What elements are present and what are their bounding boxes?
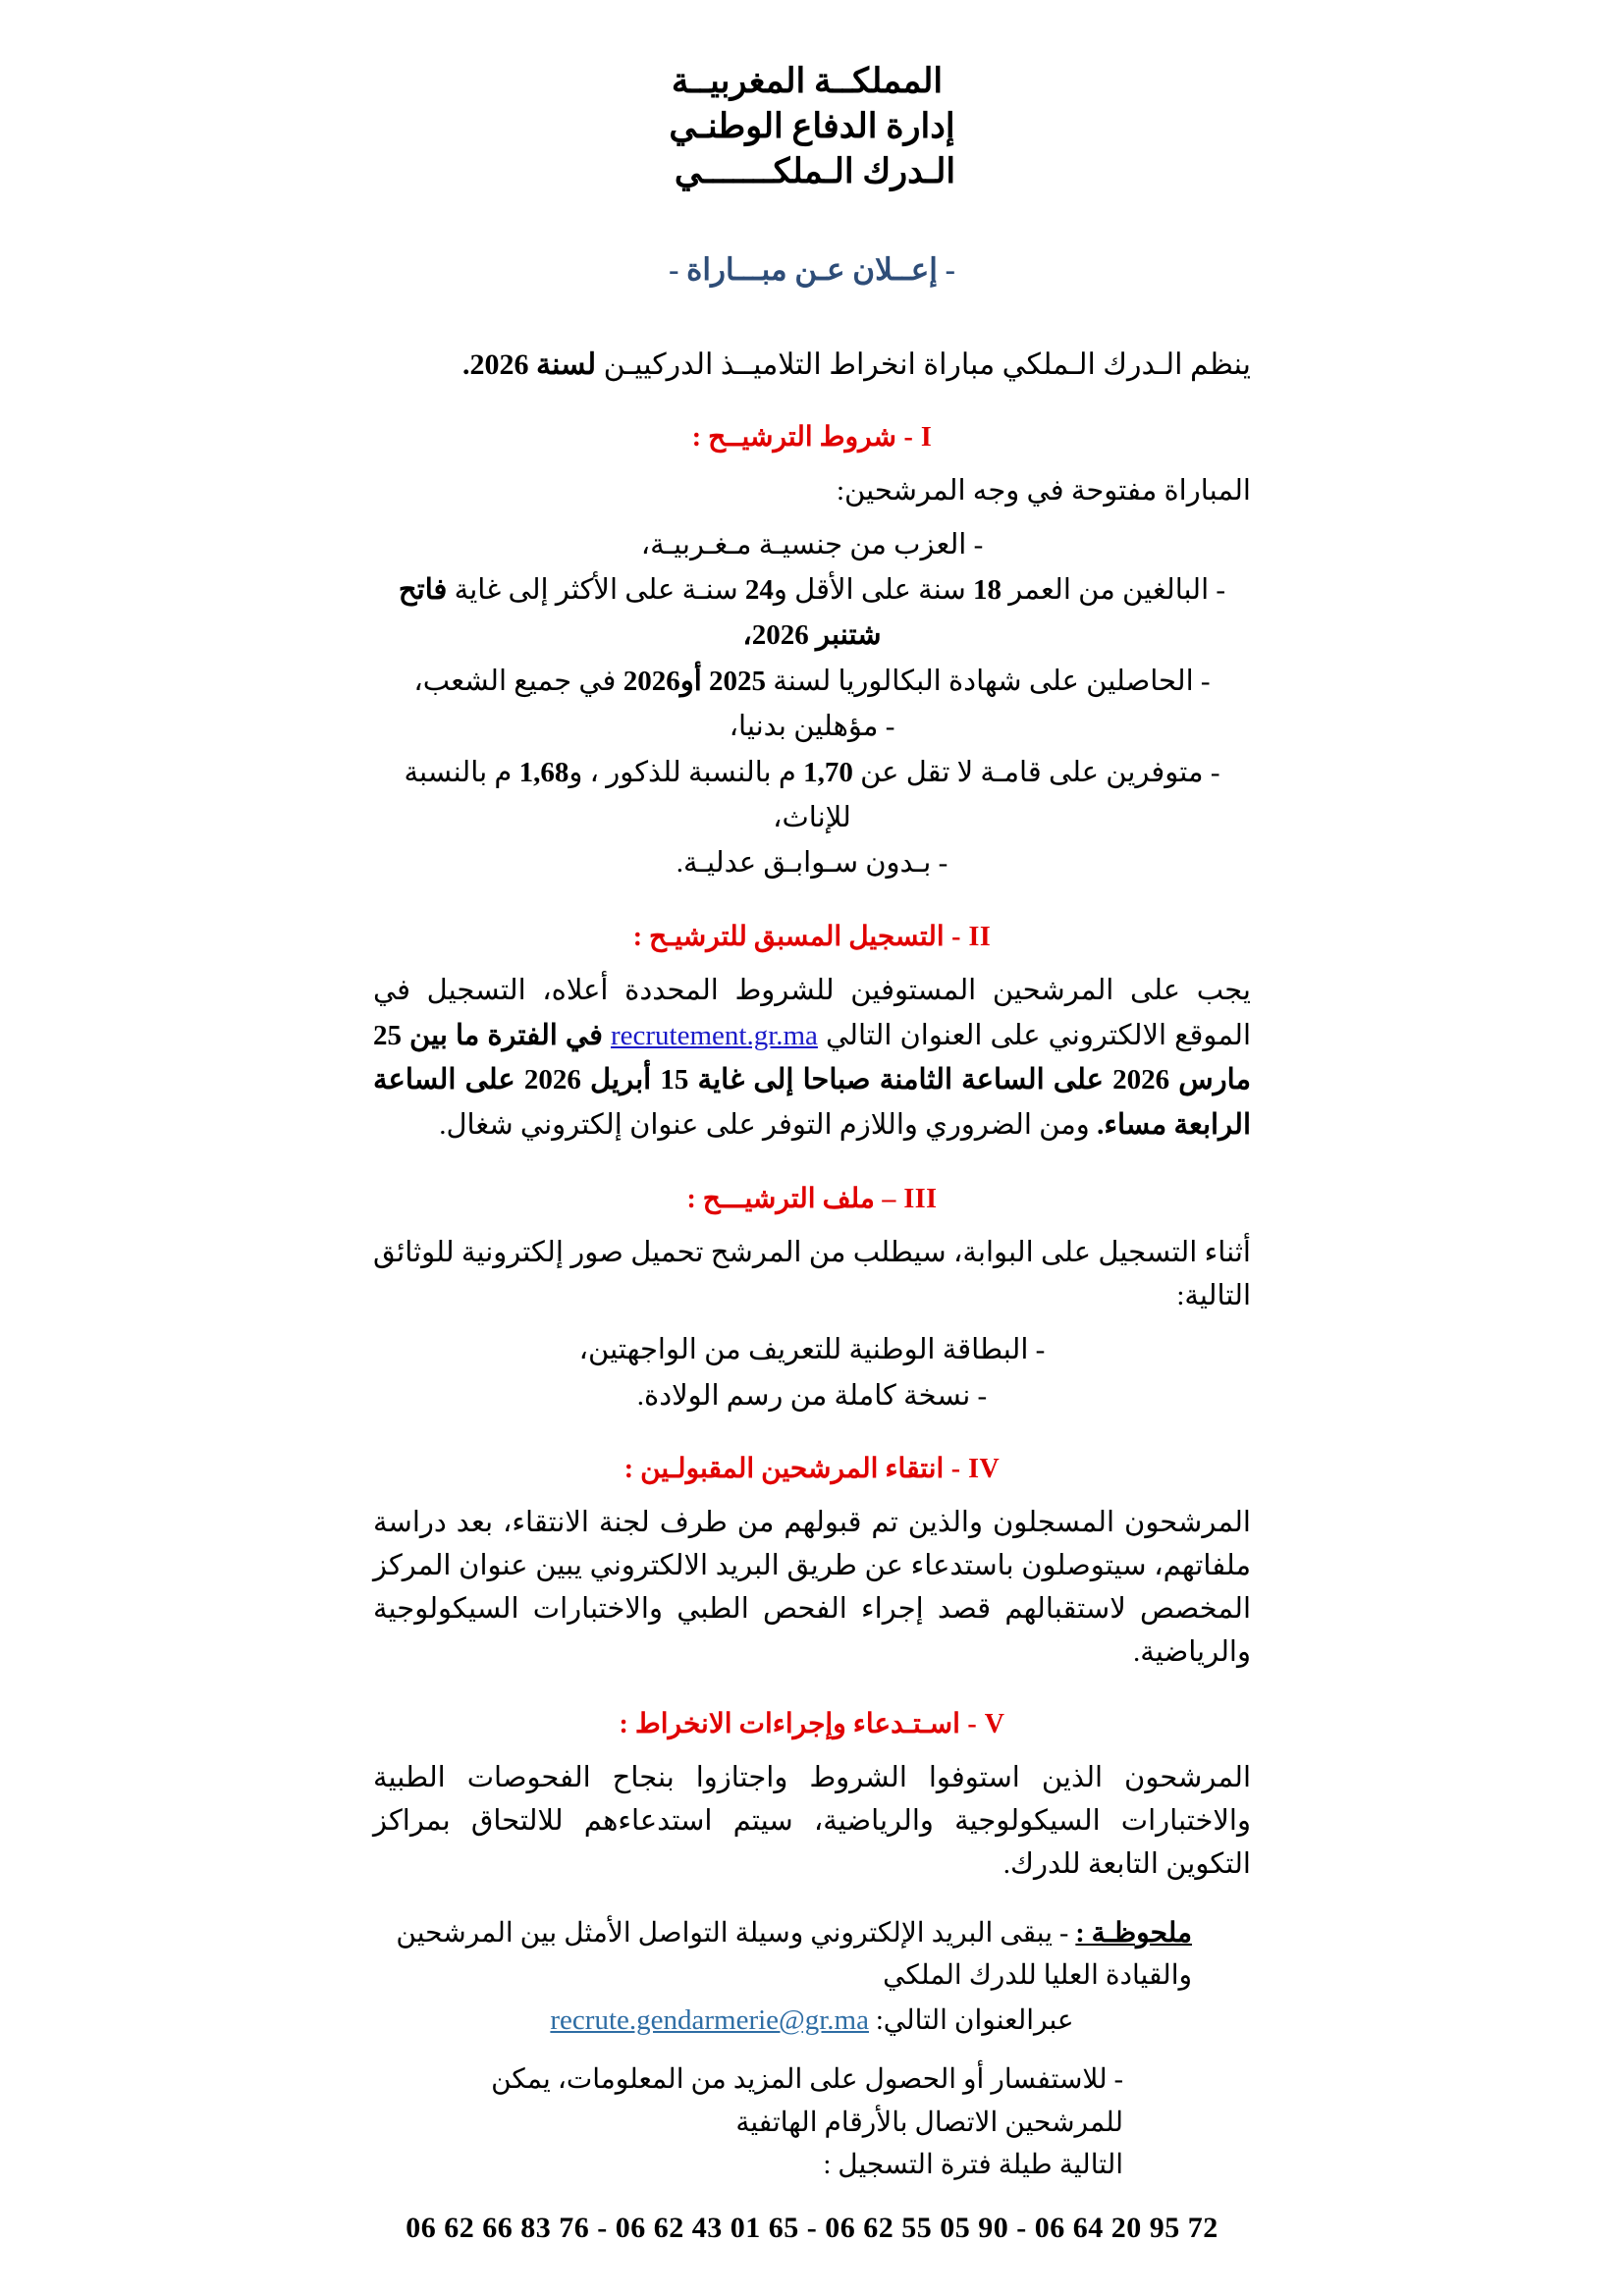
section-1-lead: المباراة مفتوحة في وجه المرشحين: [837,474,1251,507]
contact-email-link[interactable]: recrute.gendarmerie@gr.ma [550,2004,869,2037]
intro-paragraph [373,343,1251,387]
condition-height-male: 1,70 [803,756,853,788]
phone-numbers: 06 62 66 83 76 - 06 62 43 01 65 - 06 62 55 05 90 - 06 64 20 95 72 [406,2212,1218,2245]
section-3-lead: أثناء التسجيل على البوابة، سيطلب من المرشح تحميل صور إلكترونية للوثائق التالية: [373,1237,1251,1312]
condition-height-female: 1,68 [518,756,569,788]
condition-height-mid: م بالنسبة للذكور ، و [568,756,804,788]
section-heading-5 [373,1707,1251,1740]
condition-age-mid2: سنـة على الأكثر إلى غاية [447,574,745,607]
section-2-title: - التسجيل المسبق للترشيـح : [632,921,961,952]
header-line-gendarmerie: الـدرك الـملكـــــــي [674,152,956,191]
condition-bac-year2: 2026 [623,665,680,697]
condition-bac-pre: - الحاصلين على شهادة البكالوريا لسنة [766,665,1211,697]
section-1-roman: I [920,421,933,453]
registration-text-2: ومن الضروري واللازم التوفر على عنوان إلكتروني شغال. [439,1109,1098,1142]
condition-age-max: 24 [744,574,774,607]
section-2-roman: II [968,921,992,952]
condition-age-pre: - البالغين من العمر [1001,574,1226,607]
announcement-title: - إعــلان عـن مبـــاراة - [669,251,955,287]
section-4-body: المرشحون المسجلون والذين تم قبولهم من طرف لجنة الانتقاء، بعد دراسة ملفاتهم، سيتوصلون باستدعاء عن طريق البريد الالكتروني يبين عنوان المركز المخصص لاستقبالهم قصد إجراء الفحص الطبي والاختبارات السيكولوجية والرياضية. [373,1506,1251,1669]
note-line-4: التالية طيلة فترة التسجيل : [823,2150,1123,2180]
condition-item [373,750,1251,841]
condition-item: - بـدون سـوابـق عدليـة. [676,847,948,880]
intro-year: لسنة 2026. [462,347,597,381]
note-email-row [373,1999,1251,2043]
condition-age-min: 18 [973,574,1002,607]
section-2-body [373,969,1251,1148]
section-4-title: - انتقاء المرشحين المقبولـين : [623,1453,961,1484]
condition-height-tail: م بالنسبة للإناث، [404,756,851,833]
header-line-kingdom: المملكــة المغربيــة [671,62,944,100]
section-heading-4 [373,1452,1251,1485]
document-content [373,59,1251,2245]
note-address-label: عبرالعنوان التالي: [875,2005,1074,2037]
note-first-row [373,1912,1251,1998]
registration-period: في الفترة ما بين 25 مارس 2026 على الساعة الثامنة صباحا إلى غاية 15 أبريل 2026 على الساعة الرابعة مساء. [373,1019,1252,1142]
condition-age-mid: سنة على الأقل و [773,574,974,607]
condition-age-deadline: فاتح شتنبر 2026، [398,574,882,652]
organization-header [373,59,1251,195]
condition-bac-or: أو [679,665,709,697]
note-line-3: - للاستفسار أو الحصول على المزيد من المعلومات، يمكن للمرشحين الاتصال بالأرقام الهاتفية [491,2064,1123,2138]
section-3-roman: III [903,1184,938,1215]
registration-url-link[interactable]: recrutement.gr.ma [610,1019,818,1051]
registration-text-1: يجب على المرشحين المستوفين للشروط المحددة أعلاه، التسجيل في الموقع الالكتروني على العنوان التالي [373,974,1252,1051]
required-documents-list [373,1327,1251,1418]
condition-bac-year1: 2025 [709,665,766,697]
header-line-ministry: إدارة الدفاع الوطنـي [669,107,955,146]
intro-text: ينظم الـدرك الـملكي مباراة انخراط التلاميــذ الدركييـن [596,347,1251,381]
condition-item [373,659,1251,704]
document-item: - نسخة كاملة من رسم الولادة. [636,1379,988,1412]
section-3-title: – ملف الترشيـــح : [686,1184,896,1215]
section-5-title: - اسـتـدعاء وإجراءات الانخراط : [619,1709,978,1740]
section-5-body: المرشحون الذين استوفوا الشروط واجتازوا بنجاح الفحوصات الطبية والاختبارات السيكولوجية والرياضية، سيتم استدعاءهم للالتحاق بمراكز التكوين التابعة للدرك. [373,1762,1251,1881]
section-heading-3 [373,1182,1251,1215]
condition-item [373,567,1251,659]
section-4-roman: IV [968,1453,1001,1484]
section-5-roman: V [984,1709,1005,1740]
conditions-list [373,522,1251,886]
note-block [373,1912,1251,2187]
section-heading-2 [373,920,1251,953]
document-item: - البطاقة الوطنية للتعريف من الواجهتين، [578,1334,1046,1366]
condition-bac-tail: في جميع الشعب، [413,665,623,697]
condition-height-pre: - متوفرين على قامـة لا تقل عن [852,756,1220,788]
note-phone-intro [373,2058,1251,2186]
section-heading-1 [373,420,1251,454]
condition-item: - العزب من جنسيـة مـغـربيـة، [640,528,984,561]
note-line-1: - يبقى البريد الإلكتروني وسيلة التواصل الأمثل بين المرشحين والقيادة العليا للدرك الملكي [396,1917,1192,1991]
section-1-title: - شروط الترشيــح : [691,421,914,453]
condition-item: - مؤهلين بدنيا، [729,711,895,743]
note-label: ملحوظـة : [1075,1917,1192,1949]
